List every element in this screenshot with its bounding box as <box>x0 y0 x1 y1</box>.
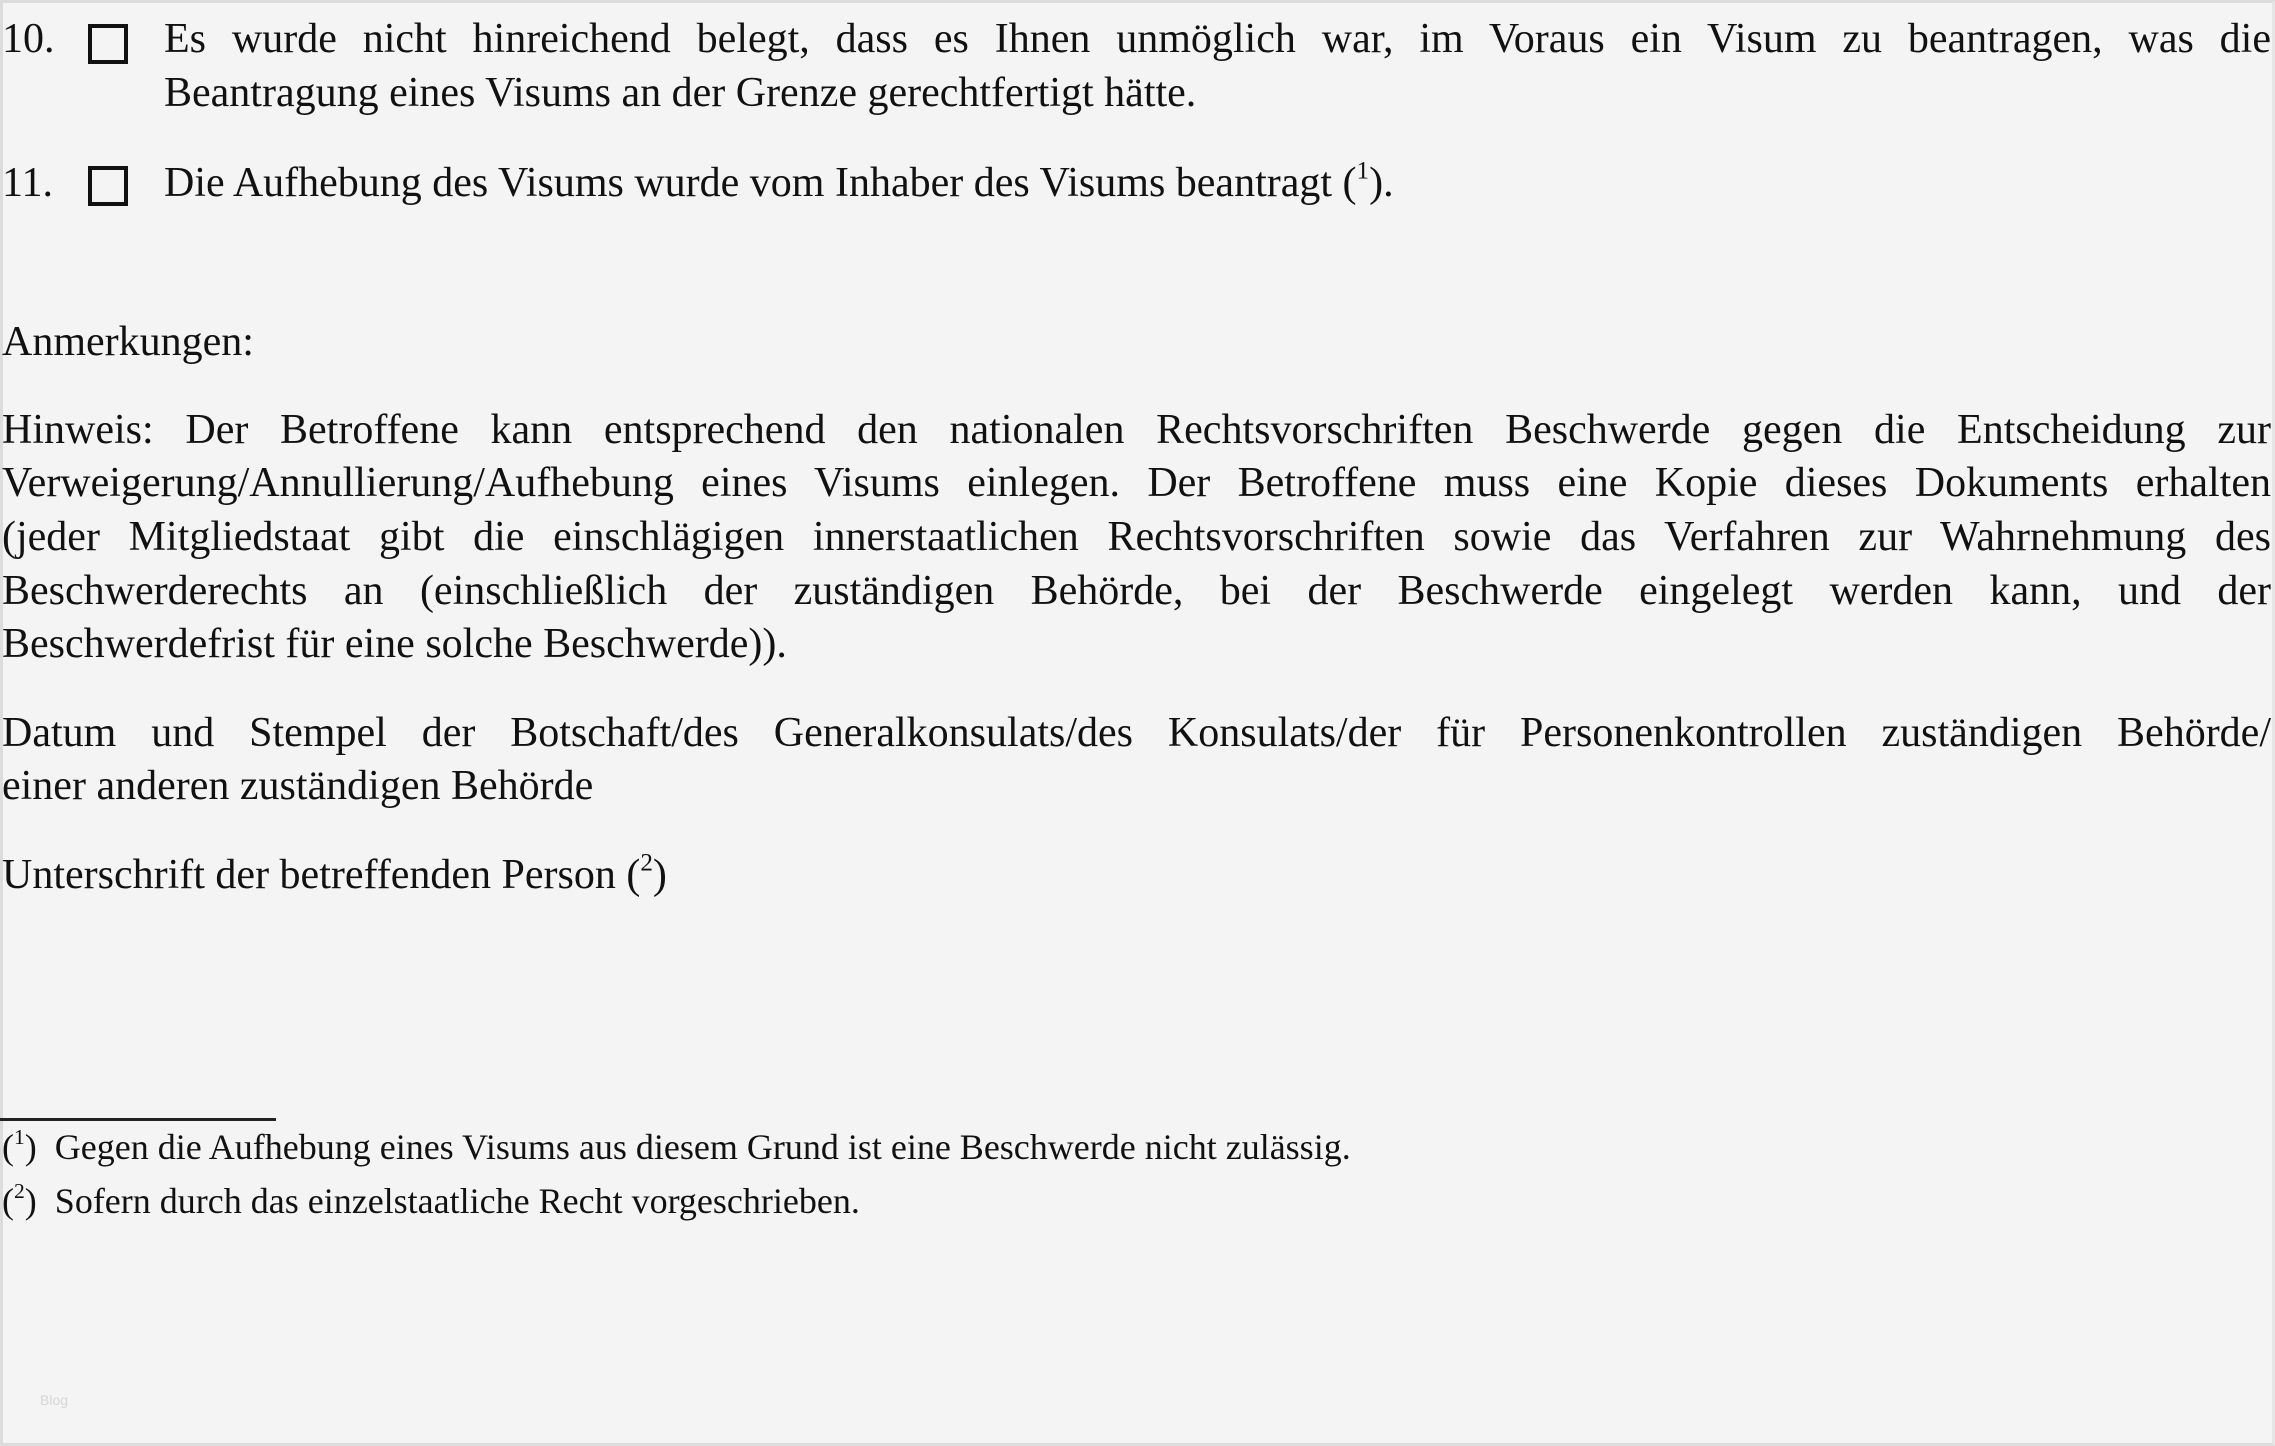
signature-text: Unterschrift der betreffenden Person ( <box>2 852 641 898</box>
footnote-ref: 2 <box>640 849 653 877</box>
fn-paren: ( <box>2 1181 14 1221</box>
checkbox-item-10[interactable] <box>88 24 128 64</box>
signature-tail: ) <box>652 852 667 898</box>
fn-paren: ) <box>24 1181 37 1221</box>
checkbox-item-11[interactable] <box>88 166 128 206</box>
watermark: Blog <box>40 1392 69 1408</box>
signature-label <box>2 848 667 902</box>
footnote-text: Gegen die Aufhebung eines Visums aus diesem Grund ist eine Beschwerde nicht zulässig. <box>54 1127 1351 1167</box>
footnote-ref: 1 <box>1356 157 1370 185</box>
notice-line: Verweigerung/Annullierung/Aufhebung eines Visums einlegen. Der Betroffene muss eine Kopie dieses Dokuments erhalten <box>2 460 2271 506</box>
item-11-label: Die Aufhebung des Visums wurde vom Inhaber des Visums beantragt ( <box>164 160 1357 206</box>
item-11-tail: ). <box>1369 160 1394 206</box>
stamp-line: einer anderen zuständigen Behörde <box>2 763 594 809</box>
notice-line: Beschwerderechts an (einschließlich der zuständigen Behörde, bei der Beschwerde eingelegt werden kann, und der <box>2 568 2271 614</box>
fn-paren: ) <box>24 1127 37 1167</box>
notice-line: Hinweis: Der Betroffene kann entsprechend den nationalen Rechtsvorschriften Beschwerde gegen die Entscheidung zur <box>2 407 2271 453</box>
footnote-text: Sofern durch das einzelstaatliche Recht vorgeschrieben. <box>54 1181 860 1221</box>
fn-mark: 2 <box>14 1178 25 1203</box>
footnote-1 <box>2 1120 1351 1174</box>
fn-paren: ( <box>2 1127 14 1167</box>
notice-line: Beschwerdefrist für eine solche Beschwerde)). <box>2 621 787 667</box>
item-number: 10. <box>2 16 55 62</box>
item-number: 11. <box>2 160 53 206</box>
footnote-2 <box>2 1174 860 1228</box>
item-10-line-1: Es wurde nicht hinreichend belegt, dass es Ihnen unmöglich war, im Voraus ein Visum zu beantragen, was die <box>164 16 2271 62</box>
item-10-line-2: Beantragung eines Visums an der Grenze gerechtfertigt hätte. <box>164 70 1197 116</box>
remarks-label: Anmerkungen: <box>2 319 254 365</box>
stamp-line: Datum und Stempel der Botschaft/des Generalkonsulats/des Konsulats/der für Personenkontrollen zuständigen Behörde/ <box>2 710 2271 756</box>
notice-line: (jeder Mitgliedstaat gibt die einschlägigen innerstaatlichen Rechtsvorschriften sowie das Verfahren zur Wahrnehmung des <box>2 514 2271 560</box>
fn-mark: 1 <box>14 1124 25 1149</box>
item-11-text <box>164 156 1394 210</box>
